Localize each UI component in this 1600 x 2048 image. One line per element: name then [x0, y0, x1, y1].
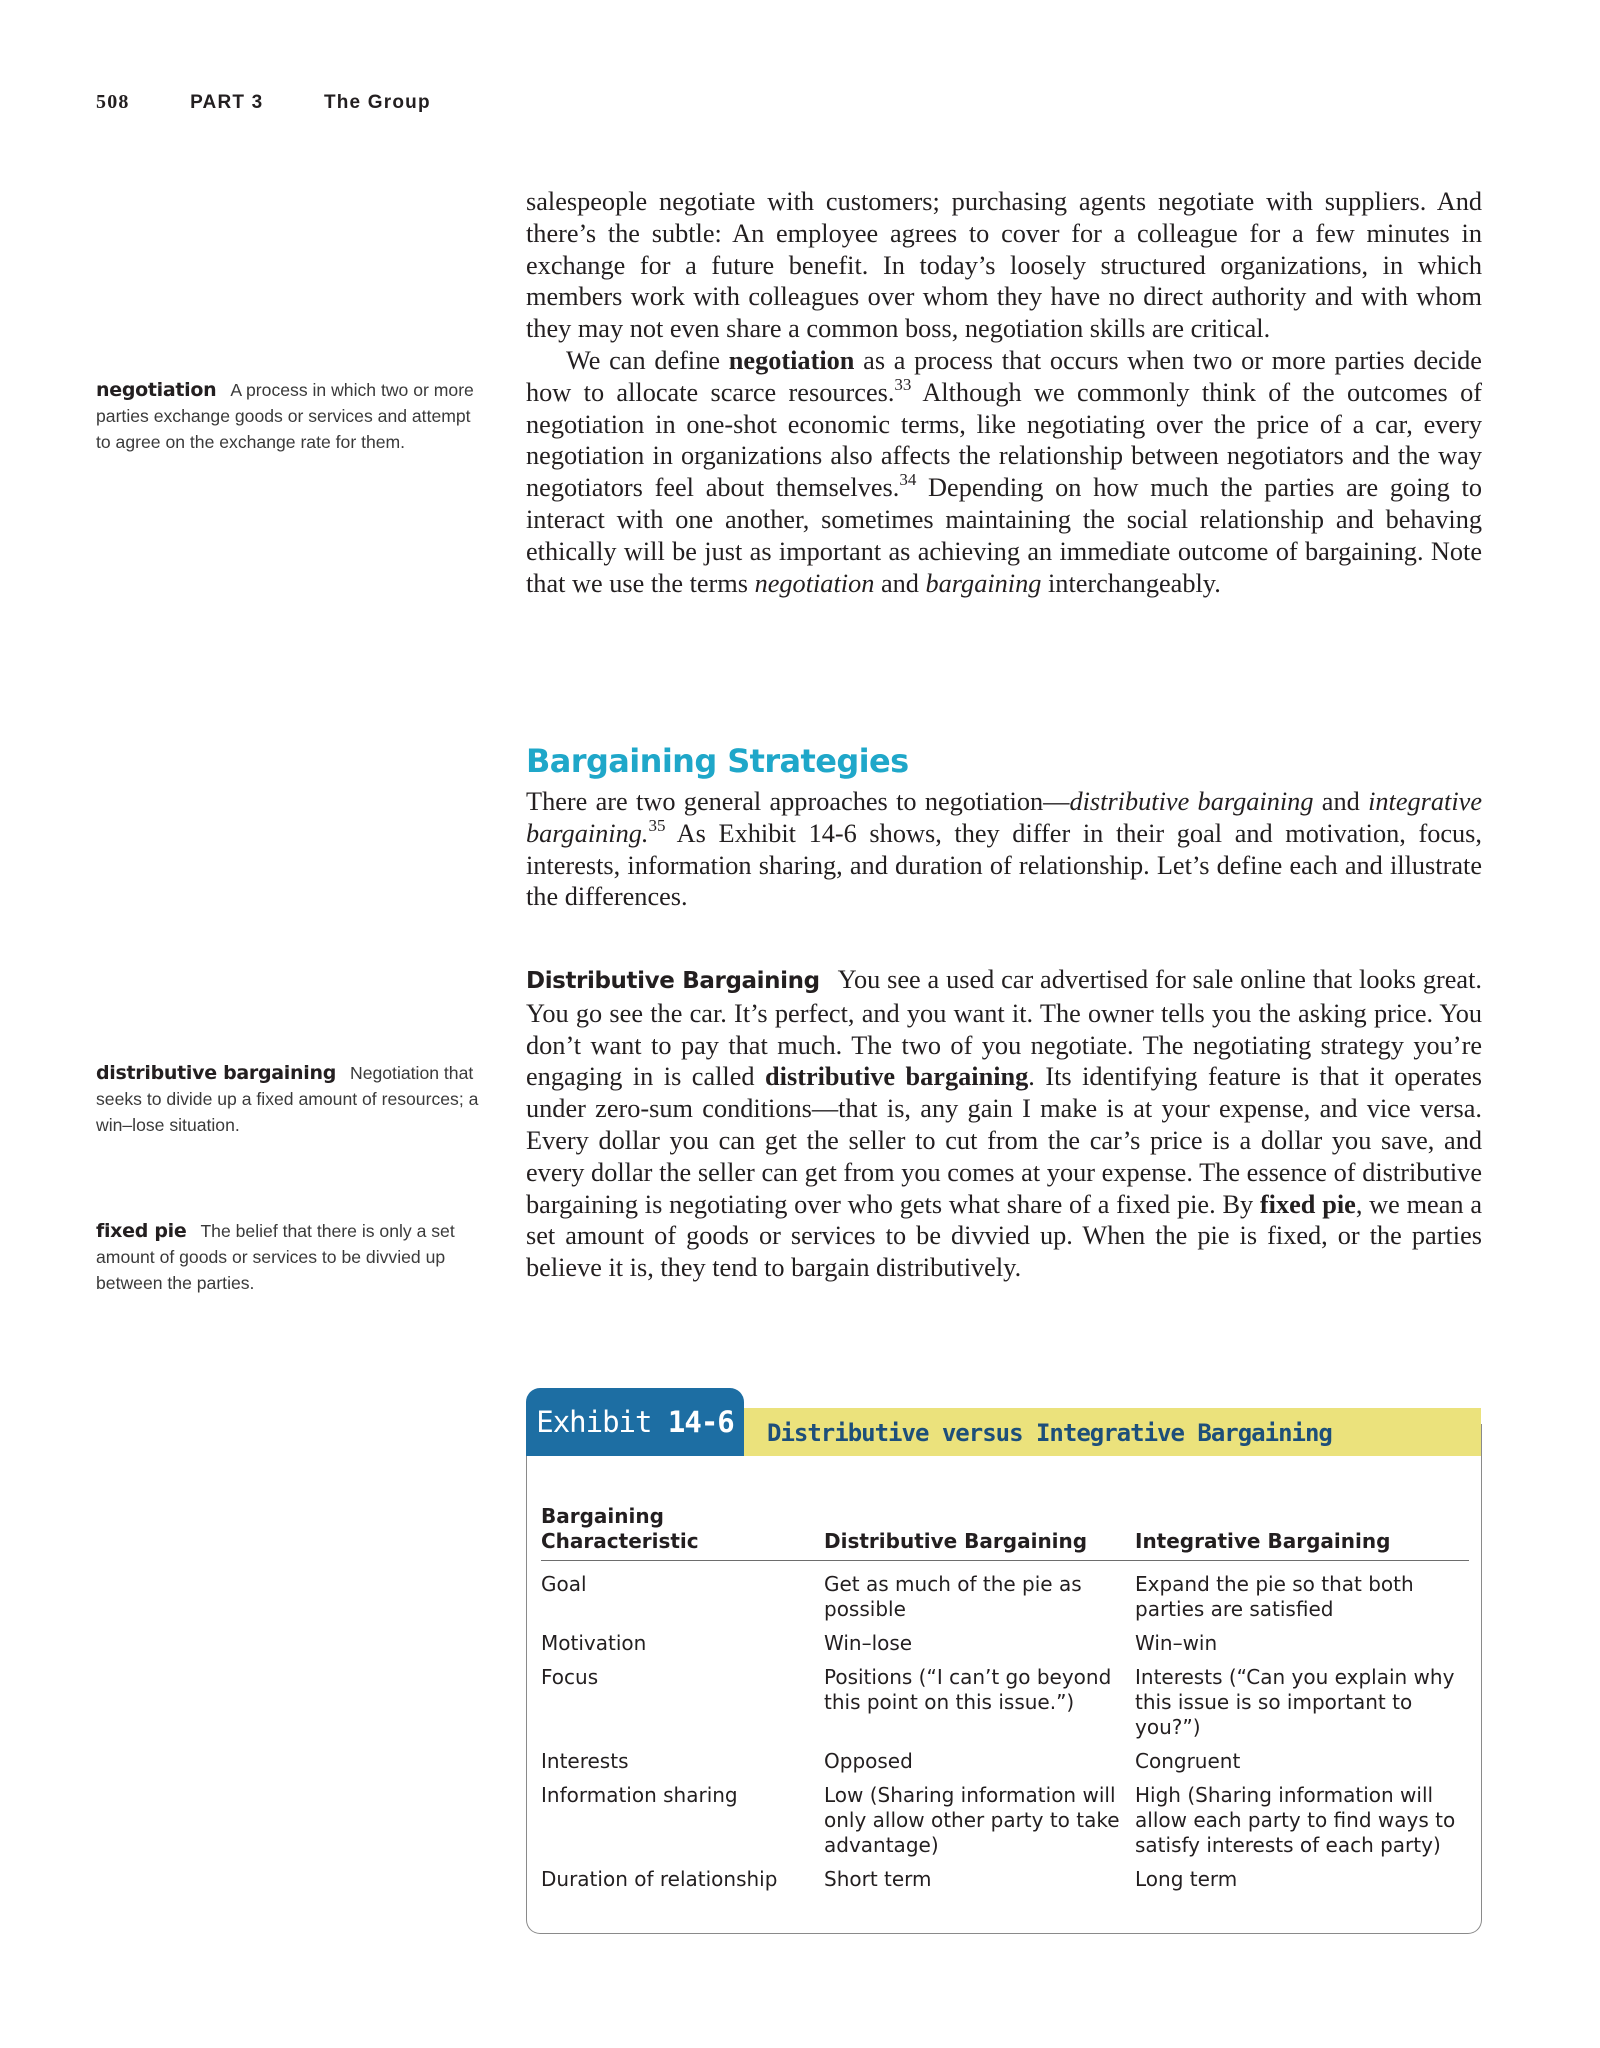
exhibit-number: 14-6 — [667, 1405, 734, 1439]
page-number: 508 — [96, 91, 130, 113]
section-heading: Bargaining Strategies — [526, 742, 909, 780]
paragraph-1: salespeople negotiate with customers; purchasing agents negotiate with suppliers. And there’s the subtle: An employee agrees to cover for a colleague for a few minutes in exchange for a future benefit. In today’s loosely structured organizations, in which members work with colleagues over whom they have no direct authority and with whom they may not even share a common boss, negotiation skills are critical. — [526, 187, 1482, 344]
exhibit-box — [526, 1405, 1482, 1934]
table-cell: Information sharing — [541, 1783, 738, 1807]
table-row — [541, 1740, 1469, 1774]
column-header: Distributive Bargaining — [824, 1504, 1135, 1561]
table-cell: Opposed — [824, 1749, 913, 1773]
body-text-top — [526, 186, 1482, 599]
paragraph-4: Distributive Bargaining You see a used car advertised for sale online that looks great. You go see the car. It’s perfect, and you want it. The owner tells you the asking price. You don’t want to pay that much. The two of you negotiate. The negotiating strategy you’re engaging in is called distributive bargaining. Its identifying feature is that it operates under zero-sum conditions—that is, any gain I make is at your expense, and vice versa. Every dollar you can get the seller to cut from the car’s price is a dollar you save, and every dollar the seller can get from you comes at your expense. The essence of distributive bargaining is negotiating over who gets what share of a fixed pie. By fixed pie, we mean a set amount of goods or services to be divvied up. When the pie is fixed, or the parties believe it is, they tend to bargain distributively. — [526, 965, 1482, 1283]
body-text-distributive — [526, 964, 1482, 1284]
key-term-fixed-pie: fixed pie — [1259, 1189, 1356, 1219]
table-cell: Expand the pie so that both parties are satisfied — [1135, 1572, 1414, 1621]
table-row — [541, 1561, 1469, 1623]
table-cell: Low (Sharing information will only allow other party to take advantage) — [824, 1783, 1120, 1857]
footnote-ref: 35 — [648, 815, 666, 835]
table-row — [541, 1656, 1469, 1740]
paragraph-2: We can define negotiation as a process that occurs when two or more parties decide how to allocate scarce resources.$^{33}$ Although we commonly think of the outcomes of negotiation in one-shot economic terms, like negotiating over the price of a car, every negotiation in organizations also affects the relationship between negotiators and the way negotiators feel about themselves.$^{34}$ Depending on how much the parties are going to interact with one another, sometimes maintaining the social relationship and behaving ethically will be just as important as achieving an immediate outcome of bargaining. Note that we use the terms negotiation and bargaining interchangeably. — [526, 345, 1482, 598]
table-cell: Duration of relationship — [541, 1867, 778, 1891]
table-cell: Motivation — [541, 1631, 647, 1655]
table-cell: Congruent — [1135, 1749, 1241, 1773]
column-header: Bargaining Characteristic — [541, 1504, 824, 1561]
margin-note-definition: Negotiation that seeks to divide up a fixed amount of resources; a win–lose situation. — [96, 1063, 479, 1135]
margin-note-distributive-bargaining — [96, 1060, 482, 1138]
run-in-heading: Distributive Bargaining — [526, 968, 820, 994]
table-cell: Goal — [541, 1572, 587, 1596]
table-cell: High (Sharing information will allow each party to find ways to satisfy interests of each party) — [1135, 1783, 1456, 1857]
table-cell: Win–lose — [824, 1631, 913, 1655]
margin-note-term: distributive bargaining — [96, 1062, 336, 1084]
table-cell: Long term — [1135, 1867, 1238, 1891]
exhibit-table — [541, 1504, 1469, 1892]
margin-note-definition: The belief that there is only a set amount of goods or services to be divvied up between the parties. — [96, 1221, 455, 1293]
key-term-distributive-bargaining: distributive bargaining — [765, 1062, 1029, 1092]
part-label: PART 3 — [190, 92, 264, 113]
table-header-row — [541, 1504, 1469, 1561]
margin-note-term: negotiation — [96, 379, 217, 401]
column-header: Integrative Bargaining — [1135, 1504, 1469, 1561]
table-cell: Interests (“Can you explain why this issue is so important to you?”) — [1135, 1665, 1455, 1739]
margin-note-fixed-pie — [96, 1218, 482, 1296]
margin-note-definition: A process in which two or more parties exchange goods or services and attempt to agree on the exchange rate for them. — [96, 380, 474, 452]
paragraph-3: There are two general approaches to negotiation—distributive bargaining and integrative bargaining.$^{35}$ As Exhibit 14-6 shows, they differ in their goal and motivation, focus, interests, information sharing, and duration of relationship. Let’s define each and illustrate the differences. — [526, 787, 1482, 912]
key-term-negotiation: negotiation — [728, 345, 855, 375]
table-row — [541, 1858, 1469, 1892]
footnote-ref: 33 — [894, 374, 912, 394]
running-head — [96, 91, 431, 114]
table-cell: Short term — [824, 1867, 932, 1891]
table-cell: Get as much of the pie as possible — [824, 1572, 1082, 1621]
section-title: The Group — [323, 92, 431, 113]
body-text-strategies — [526, 786, 1482, 913]
table-cell: Positions (“I can’t go beyond this point on this issue.”) — [824, 1665, 1112, 1714]
table-row — [541, 1622, 1469, 1656]
footnote-ref: 34 — [899, 470, 917, 490]
exhibit-tab: Exhibit 14-6 — [526, 1388, 744, 1456]
table-cell: Focus — [541, 1665, 599, 1689]
margin-note-negotiation — [96, 377, 482, 455]
margin-note-term: fixed pie — [96, 1220, 187, 1242]
table-cell: Interests — [541, 1749, 629, 1773]
table-cell: Win–win — [1135, 1631, 1218, 1655]
exhibit-title: Distributive versus Integrative Bargaining — [767, 1419, 1332, 1447]
table-row — [541, 1774, 1469, 1858]
